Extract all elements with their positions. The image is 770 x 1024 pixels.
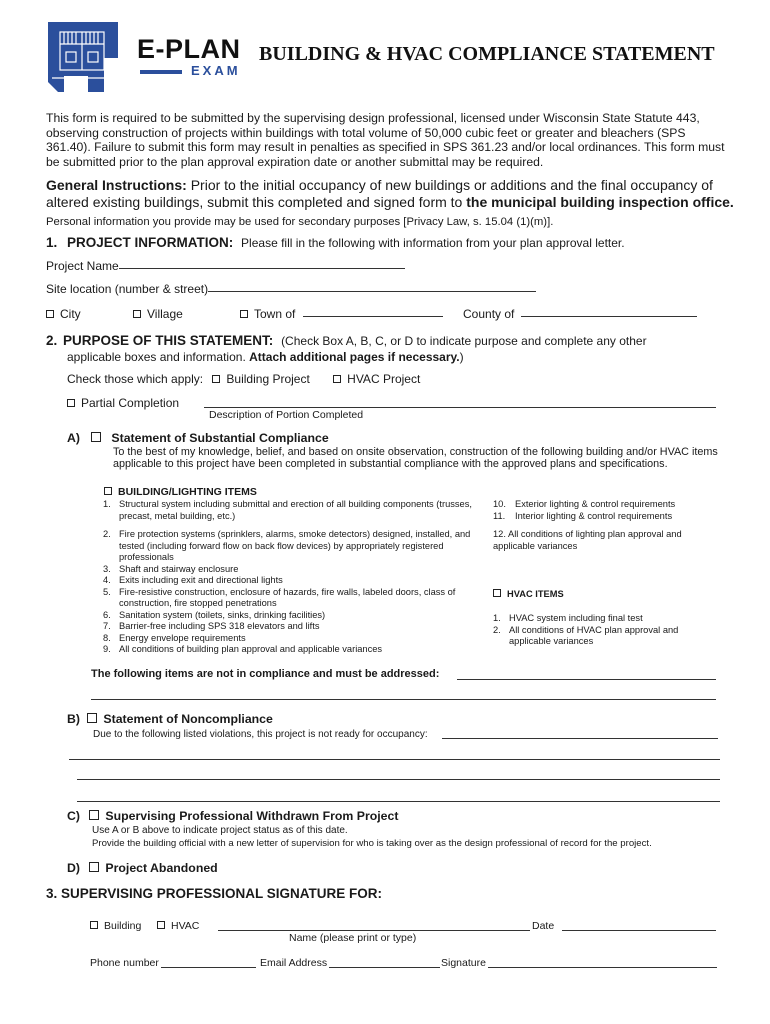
partC-checkbox[interactable] [89, 810, 99, 820]
hvac-items-title: HVAC ITEMS [507, 589, 564, 599]
list-item: 9. All conditions of building plan approval and applicable variances [103, 644, 383, 654]
sig-date-field[interactable] [562, 930, 716, 931]
partC-title: Supervising Professional Withdrawn From Project [105, 809, 399, 823]
section1-heading: 1. PROJECT INFORMATION: Please fill in the following with information from your plan approval letter. [46, 235, 625, 250]
list-item: 1. Structural system including submittal and erection of all building components (trusses, precast, metal building, etc.) [103, 499, 472, 521]
sig-signature-label: Signature [441, 957, 486, 969]
town-checkbox[interactable] [240, 310, 248, 318]
section2-desc: (Check Box A, B, C, or D to indicate purpose and complete any other [281, 334, 647, 348]
partC-heading: C) Supervising Professional Withdrawn From Project [67, 809, 399, 823]
town-label: Town of [254, 307, 296, 321]
partial-completion-label: Partial Completion [81, 396, 180, 410]
village-option [133, 307, 183, 321]
general-label: General Instructions: [46, 177, 187, 193]
village-label: Village [147, 307, 183, 321]
section2-desc-line2: applicable boxes and information. Attach additional pages if necessary.) [67, 350, 464, 364]
sig-hvac-checkbox[interactable] [157, 921, 165, 929]
list-item: 4. Exits including exit and directional lights [103, 575, 283, 585]
sig-name-caption: Name (please print or type) [289, 932, 417, 944]
section1-desc: Please fill in the following with information from your plan approval letter. [241, 236, 625, 250]
partC-line1: Use A or B above to indicate project status as of this date. [92, 825, 348, 836]
sig-phone-label: Phone number [90, 957, 159, 969]
partB-text: Due to the following listed violations, this project is not ready for occupancy: [93, 729, 428, 740]
town-field[interactable] [303, 316, 443, 317]
check-apply-row [67, 372, 420, 386]
partA-heading: A) Statement of Substantial Compliance [67, 431, 329, 445]
section1-title: PROJECT INFORMATION: [67, 235, 234, 250]
project-name-row [46, 259, 405, 273]
logo-bar [140, 70, 182, 74]
partD-checkbox[interactable] [89, 862, 99, 872]
check-apply-label: Check those which apply: [67, 372, 204, 386]
sig-building-label: Building [104, 920, 142, 932]
sig-date-label: Date [532, 920, 555, 932]
noncompliance-field-1[interactable] [442, 738, 718, 739]
partD-title: Project Abandoned [105, 861, 218, 875]
list-item: 8. Energy envelope requirements [103, 632, 246, 643]
list-item: 3. Shaft and stairway enclosure [103, 563, 239, 574]
lighting-items [493, 499, 723, 522]
attach-note: Attach additional pages if necessary. [249, 350, 460, 364]
sig-hvac-option [157, 920, 199, 932]
blueprint-logo-icon [44, 18, 122, 96]
logo-exam: EXAM [191, 63, 241, 78]
partB-heading: B) Statement of Noncompliance [67, 712, 273, 726]
portion-caption: Description of Portion Completed [209, 409, 364, 421]
municipality-row [46, 307, 81, 321]
sig-signature-field[interactable] [488, 967, 717, 968]
hvac-items-title-row [493, 589, 564, 601]
partB-checkbox[interactable] [87, 713, 97, 723]
building-items-2 [103, 529, 483, 656]
list-item: 7. Barrier-free including SPS 318 elevators and lifts [103, 621, 320, 631]
list-item: 10. Exterior lighting & control requirements [493, 499, 676, 509]
hvac-project-label: HVAC Project [347, 372, 421, 386]
logo-eplan: E-PLAN [137, 34, 241, 64]
intro-paragraph: This form is required to be submitted by the supervising design professional, licensed under Wisconsin State Statute 443, observing construction of projects within buildings with total volume of 50,000 cubic feet or greater and bleachers (SPS 361.40). Failure to submit this form may result in penalties as specified in SPS 361.23 and/or local ordinances. This form must be submitted prior to the plan approval expiration date or another submittal may be required. [46, 111, 725, 169]
city-checkbox[interactable] [46, 310, 54, 318]
page-title: BUILDING & HVAC COMPLIANCE STATEMENT [259, 43, 715, 65]
partC-line2: Provide the building official with a new letter of supervision for who is taking over as the design professional of record for the project. [92, 838, 652, 849]
hvac-project-checkbox[interactable] [333, 375, 341, 383]
section3-title: 3. SUPERVISING PROFESSIONAL SIGNATURE FOR: [46, 886, 383, 901]
project-name-label: Project Name [46, 259, 119, 273]
lighting-item-12: 12. All conditions of lighting plan approval and applicable variances [493, 529, 682, 551]
sig-building-checkbox[interactable] [90, 921, 98, 929]
partial-completion-row [67, 396, 179, 410]
list-item: 5. Fire-resistive construction, enclosure of hazards, fire walls, labeled doors, class of construction, fire stopped penetrations [103, 586, 456, 608]
privacy-notice: Personal information you provide may be used for secondary purposes [Privacy Law, s. 15.04 (1)(m)]. [46, 216, 554, 228]
building-lighting-checkbox[interactable] [104, 487, 112, 495]
noncompliance-field-2[interactable] [69, 759, 720, 760]
list-item: 2. All conditions of HVAC plan approval and applicable variances [493, 624, 679, 646]
building-project-checkbox[interactable] [212, 375, 220, 383]
not-compliance-field-1[interactable] [457, 679, 716, 680]
partA-text: To the best of my knowledge, belief, and based on onsite observation, construction of the following building and/or HVAC items applicable to this project have been completed in substantial compliance with the approved plans and specifications. [113, 446, 718, 471]
project-name-field[interactable] [119, 268, 405, 269]
sig-hvac-label: HVAC [171, 920, 200, 932]
village-checkbox[interactable] [133, 310, 141, 318]
partD-heading: D) Project Abandoned [67, 861, 218, 875]
list-item: 1. HVAC system including final test [493, 613, 643, 623]
town-option [240, 307, 443, 321]
partial-completion-checkbox[interactable] [67, 399, 75, 407]
section2-heading: 2. PURPOSE OF THIS STATEMENT: (Check Box A, B, C, or D to indicate purpose and complete any other [46, 333, 647, 348]
portion-field[interactable] [204, 407, 716, 408]
hvac-items-checkbox[interactable] [493, 589, 501, 597]
sig-phone-field[interactable] [161, 967, 256, 968]
list-item: 6. Sanitation system (toilets, sinks, drinking facilities) [103, 609, 326, 620]
site-location-label: Site location (number & street) [46, 282, 209, 296]
sig-building-option [90, 920, 141, 932]
general-text: Prior to the initial occupancy of new buildings or additions and the final occupancy of altered existing buildings, submit this completed and signed form to [46, 177, 713, 210]
section2-title: PURPOSE OF THIS STATEMENT: [63, 333, 274, 348]
sig-name-field[interactable] [218, 930, 530, 931]
sig-email-label: Email Address [260, 957, 328, 969]
building-project-label: Building Project [226, 372, 310, 386]
building-items-1 [103, 499, 483, 522]
sig-email-field[interactable] [329, 967, 440, 968]
general-emph: the municipal building inspection office. [466, 194, 734, 210]
not-compliance-field-2[interactable] [91, 699, 716, 700]
city-label: City [60, 307, 81, 321]
logo [44, 18, 244, 96]
partB-title: Statement of Noncompliance [103, 712, 273, 726]
hvac-items [493, 613, 708, 648]
not-compliance-label: The following items are not in compliance and must be addressed: [91, 668, 440, 680]
county-field[interactable] [521, 316, 697, 317]
site-location-field[interactable] [208, 291, 536, 292]
site-location-row [46, 282, 536, 296]
county-option [463, 307, 697, 321]
general-instructions [46, 177, 736, 211]
noncompliance-field-3[interactable] [77, 779, 720, 780]
partA-title: Statement of Substantial Compliance [111, 431, 329, 445]
partA-checkbox[interactable] [91, 432, 101, 442]
list-item: 2. Fire protection systems (sprinklers, alarms, smoke detectors) designed, installed, and tested (including forward flow on back flow devices) by appropriately registered professionals [103, 529, 471, 562]
building-lighting-title: BUILDING/LIGHTING ITEMS [118, 486, 257, 498]
county-label: County of [463, 307, 515, 321]
list-item: 11. Interior lighting & control requirements [493, 510, 673, 521]
building-lighting-title-row [104, 486, 257, 499]
noncompliance-field-4[interactable] [77, 801, 720, 802]
